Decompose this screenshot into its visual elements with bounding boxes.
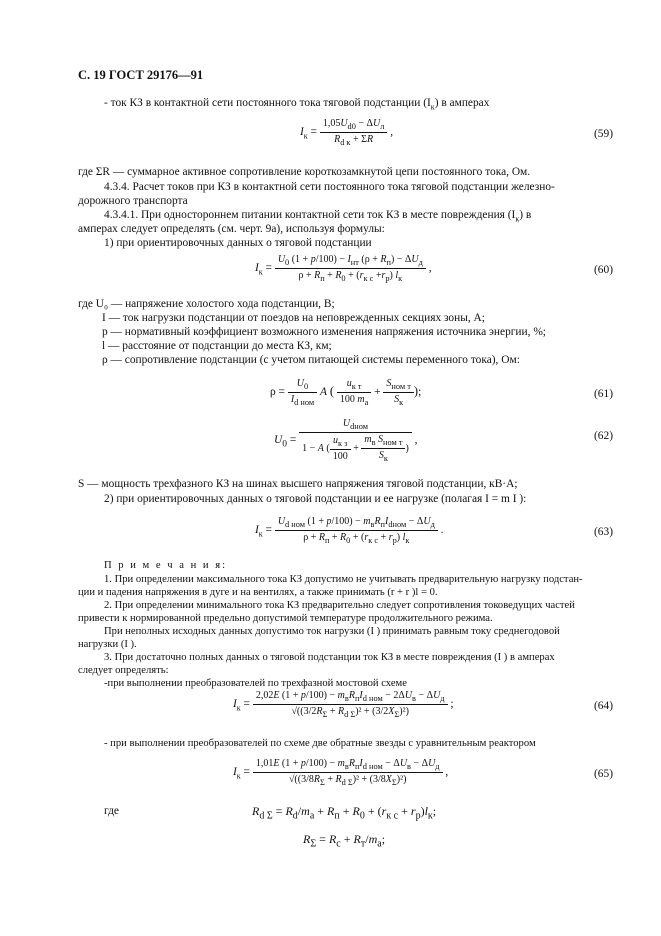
note-3: 3. При достаточно полных данных о тяговой подстанции ток КЗ в месте повреждения (I ) в амперах bbox=[104, 652, 555, 663]
note-1: 1. При определении максимального тока КЗ допустимо не учитывать предварительную нагрузку подстан- bbox=[104, 574, 583, 585]
text-where-sumR: где ΣR — суммарное активное сопротивление короткозамкнутой цепи постоянного тока, Ом. bbox=[78, 166, 531, 178]
equation-60: $I_к$ = $\frac{U_0 (1 + p/100) - I_{нт} (\rho + R_п) - \Delta U_д}{\rho + R_п + R_0 + (r_{к с} +r_р) l_к}$ , bbox=[255, 254, 432, 283]
equation-63: $I_к$ = $\frac{U_{d ном} (1 + p/100) - m_вR_пI_{dном} - \Delta U_д}{\rho + R_п + R_0 + (r_{к с} + r_р) l_к}$ . bbox=[255, 516, 444, 545]
equation-number-62: (62) bbox=[594, 430, 613, 442]
def-lk: l — расстояние от подстанции до места КЗ, км; bbox=[102, 340, 332, 352]
note-3-star: - при выполнении преобразователей по схеме две обратные звезды с уравнительным реактором bbox=[104, 738, 536, 749]
page-header: С. 19 ГОСТ 29176—91 bbox=[78, 68, 204, 82]
def-sk: S — мощность трехфазного КЗ на шинах высшего напряжения тяговой подстанции, кВ·А; bbox=[78, 478, 518, 490]
def-rho: ρ — сопротивление подстанции (с учетом питающей системы переменного тока), Ом: bbox=[102, 354, 520, 366]
equation-number-65: (65) bbox=[594, 768, 613, 780]
text-line-1: - ток КЗ в контактной сети постоянного тока тяговой подстанции $(I_к)$ в амперах bbox=[104, 97, 490, 112]
paragraph-4-3-4-1: 4.3.4.1. При одностороннем питании контактной сети ток КЗ в месте повреждения $(I_к)$ в bbox=[104, 209, 532, 224]
equation-65: $I_к$ = $\frac{1,01E (1 + p/100) - m_вR_пI_{d ном} - \Delta U_в - \Delta U_д}{√((3/8R_\Sigma + R_{d \Sigma})^2 + (3/8X_\Sigma)^2)}$ , bbox=[233, 758, 449, 787]
note-2-cont: привести к нормированной предельно допустимой температуре продолжительного режима. bbox=[78, 613, 493, 624]
note-2-extra: При неполных исходных данных допустимо ток нагрузки (I ) принимать равным току среднегодовой bbox=[104, 626, 560, 637]
note-2: 2. При определении минимального тока КЗ предварительно следует сопротивления токоведущих частей bbox=[104, 600, 575, 611]
equation-number-64: (64) bbox=[594, 700, 613, 712]
equation-64: $I_к$ = $\frac{2,02E (1 + p/100) - m_вR_пI_{d ном} - 2\Delta U_в - \Delta U_д}{√((3/2R_\Sigma + R_{d \Sigma})^2 + (3/2X_\Sigma)^2)}$ ; bbox=[233, 690, 454, 719]
formula-rdsum: $R_{d \Sigma} = R_d/m_а + R_п + R_0 + (r_{к с} + r_р)l_к$; bbox=[252, 804, 437, 822]
def-u0: где U₀ — напряжение холостого хода подстанции, В; bbox=[78, 298, 335, 310]
equation-number-63: (63) bbox=[594, 526, 613, 538]
formula-rsum: $R_\Sigma = R_с + R_т/m_а$; bbox=[303, 832, 386, 850]
equation-number-61: (61) bbox=[594, 388, 613, 400]
note-1-cont: ции и падения напряжения в дуге и на вентилях, а также принимать (r + r )l = 0. bbox=[78, 587, 438, 598]
item-1: 1) при ориентировочных данных о тяговой подстанции bbox=[104, 237, 372, 249]
paragraph-4-3-4-cont: дорожного транспорта bbox=[78, 195, 188, 207]
item-2: 2) при ориентировочных данных о тяговой подстанции и ее нагрузке (полагая I = m I ): bbox=[104, 493, 527, 505]
equation-61: ρ = $\frac{U_0}{I_{d ном}}$ A ( $\frac{u_{к т}}{100 m_а}$ + $\frac{S_{ном т}}{S_к}$ ); bbox=[270, 378, 422, 407]
notes-title: П р и м е ч а н и я: bbox=[104, 560, 228, 571]
equation-62: $U_0$ = $U_{dном}$ 1 − A ( $\frac{u_{к з}}{100}$ + $\frac{m_в S_{ном т}}{S_к}$ ) , bbox=[274, 418, 418, 463]
text-gde: где bbox=[104, 805, 119, 817]
paragraph-4-3-4: 4.3.4. Расчет токов при КЗ в контактной сети постоянного тока тяговой подстанции железно- bbox=[104, 181, 555, 193]
def-int: I — ток нагрузки подстанции от поездов на неповрежденных секциях зоны, А; bbox=[102, 312, 485, 324]
equation-59: $I_к$ = $\frac{1,05U_{d0} - \Delta U_л}{R_{d к} + \Sigma R}$ , bbox=[300, 118, 394, 147]
equation-number-59: (59) bbox=[594, 128, 613, 140]
note-3-cont: следует определять: bbox=[78, 665, 169, 676]
def-p: p — нормативный коэффициент возможного изменения напряжения источника энергии, %; bbox=[102, 326, 546, 338]
equation-number-60: (60) bbox=[594, 264, 613, 276]
note-2-extra-cont: нагрузки (I ). bbox=[78, 639, 137, 650]
note-3-bridge: -при выполнении преобразователей по трехфазной мостовой схеме bbox=[104, 678, 407, 689]
paragraph-4-3-4-1-cont: амперах следует определять (см. черт. 9а), используя формулы: bbox=[78, 223, 385, 235]
